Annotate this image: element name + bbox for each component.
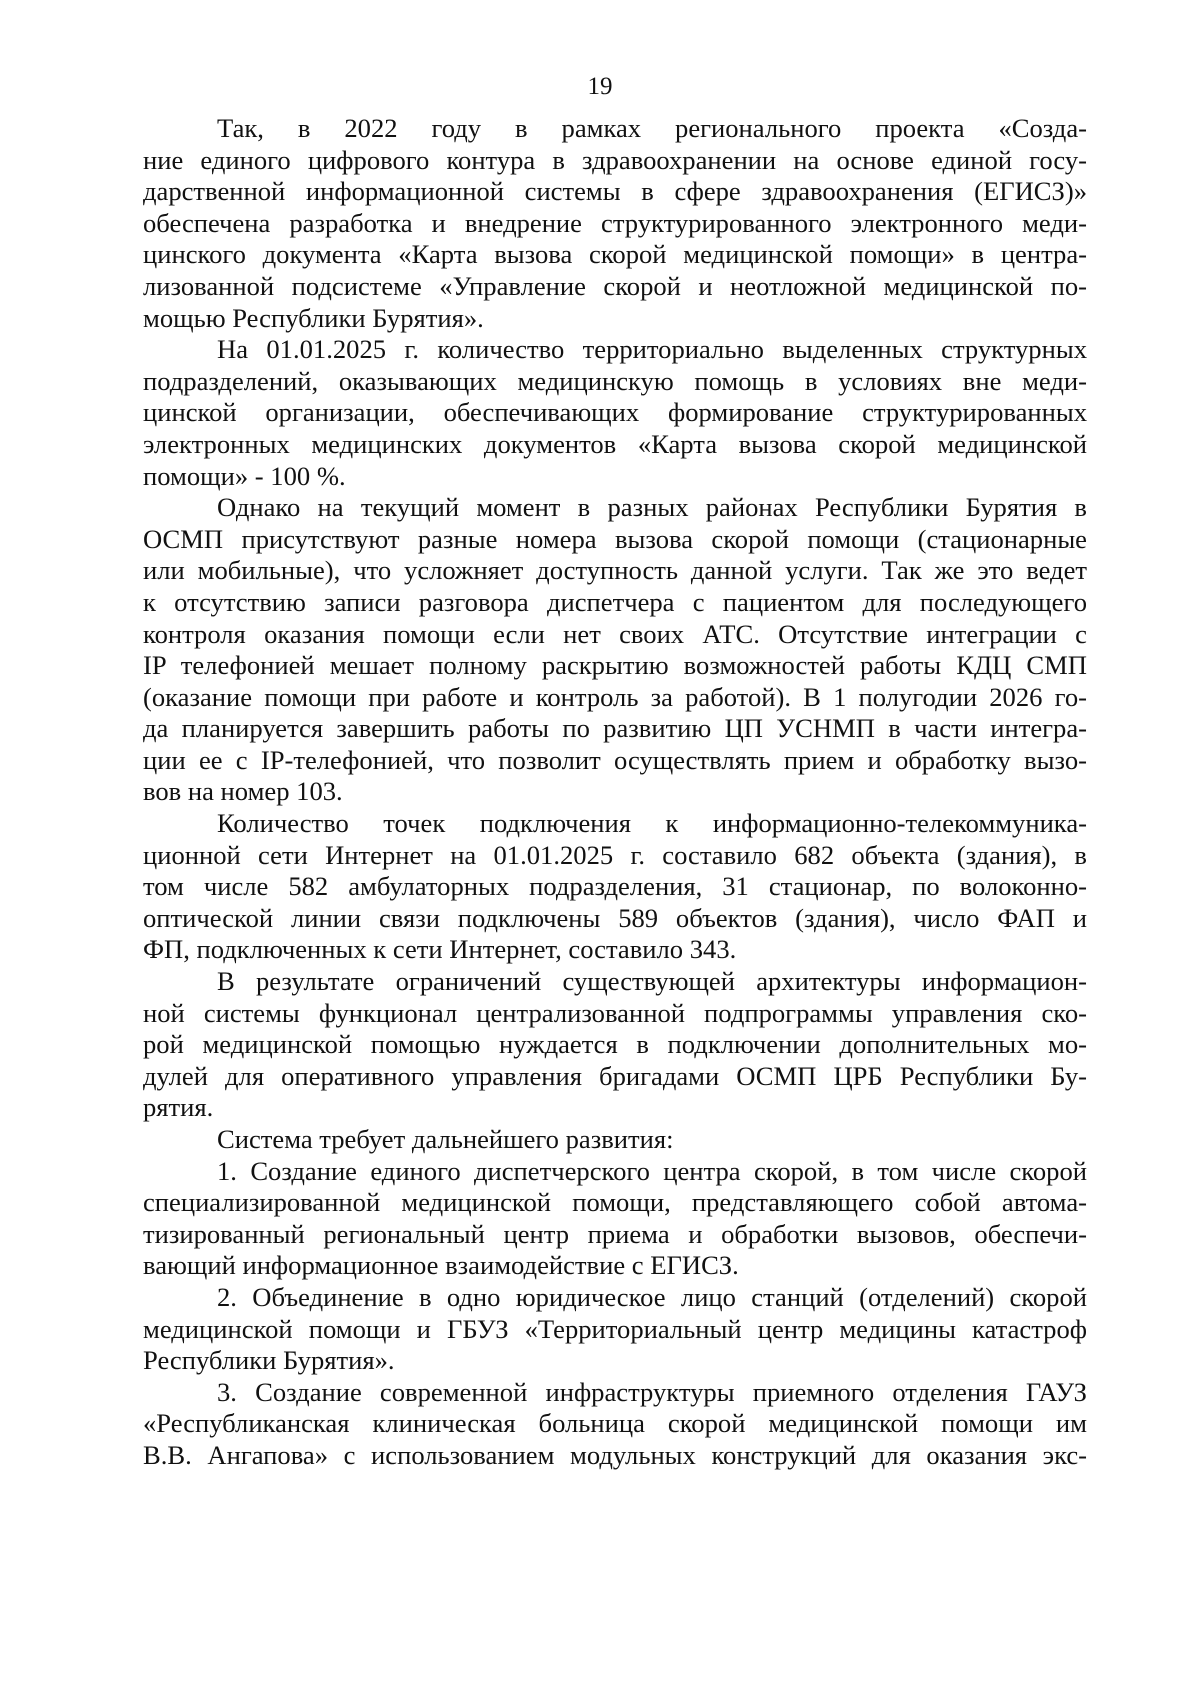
text-line: электронных медицинских документов «Карта вызова скорой медицинской <box>143 428 1087 459</box>
text-line: На 01.01.2025 г. количество территориально выделенных структурных <box>217 334 1087 365</box>
text-line: к отсутствию записи разговора диспетчера с пациентом для последующего <box>143 586 1087 617</box>
text-line: или мобильные), что усложняет доступность данной услуги. Так же это ведет <box>143 555 1087 586</box>
text-line: IP телефонией мешает полному раскрытию возможностей работы КДЦ СМП <box>143 650 1087 681</box>
text-line: вающий информационное взаимодействие с ЕГИСЗ. <box>143 1250 739 1281</box>
text-line: 1. Создание единого диспетчерского центра скорой, в том числе скорой <box>217 1155 1087 1186</box>
text-line: цинского документа «Карта вызова скорой медицинской помощи» в центра- <box>143 239 1087 270</box>
text-line: медицинской помощи и ГБУЗ «Территориальный центр медицины катастроф <box>143 1313 1087 1344</box>
page-number: 19 <box>587 73 613 100</box>
text-line: В.В. Ангапова» с использованием модульных конструкций для оказания экс- <box>143 1439 1087 1470</box>
text-line: ционной сети Интернет на 01.01.2025 г. составило 682 объекта (здания), в <box>143 839 1087 870</box>
text-line: подразделений, оказывающих медицинскую помощь в условиях вне меди- <box>143 365 1087 396</box>
text-line: дарственной информационной системы в сфере здравоохранения (ЕГИСЗ)» <box>143 176 1087 207</box>
text-line: Так, в 2022 году в рамках регионального проекта «Созда- <box>217 113 1087 143</box>
text-line: ции ее с IP-телефонией, что позволит осуществлять прием и обработку вызо- <box>143 744 1087 775</box>
text-line: контроля оказания помощи если нет своих АТС. Отсутствие интеграции с <box>143 618 1087 649</box>
text-line: тизированный региональный центр приема и обработки вызовов, обеспечи- <box>143 1218 1087 1249</box>
text-line: (оказание помощи при работе и контроль за работой). В 1 полугодии 2026 го- <box>143 681 1087 712</box>
text-line: ние единого цифрового контура в здравоохранении на основе единой госу- <box>143 144 1087 175</box>
text-line: да планируется завершить работы по развитию ЦП УСНМП в части интегра- <box>143 713 1087 744</box>
list-item-dispatch-center <box>143 1156 1087 1282</box>
list-item-admission-infrastructure <box>143 1377 1087 1472</box>
paragraph-architecture-limits <box>143 966 1087 1124</box>
paragraph-internet-connections <box>143 808 1087 966</box>
text-line: мощью Республики Бурятия». <box>143 302 484 333</box>
text-line: ОСМП присутствуют разные номера вызова скорой помощи (стационарные <box>143 523 1087 554</box>
text-line: ной системы функционал централизованной подпрограммы управления ско- <box>143 997 1087 1028</box>
text-line: вов на номер 103. <box>143 776 343 807</box>
text-line: Республики Бурятия». <box>143 1345 395 1376</box>
text-line: цинской организации, обеспечивающих формирование структурированных <box>143 397 1087 428</box>
paragraph-structural-units <box>143 334 1087 492</box>
text-line: рой медицинской помощью нуждается в подключении дополнительных мо- <box>143 1029 1087 1060</box>
text-line: Однако на текущий момент в разных районах Республики Бурятия в <box>217 492 1087 523</box>
text-line: оптической линии связи подключены 589 объектов (здания), число ФАП и <box>143 902 1087 933</box>
document-body <box>143 113 1087 1472</box>
text-line: лизованной подсистеме «Управление скорой и неотложной медицинской по- <box>143 270 1087 301</box>
text-line: Система требует дальнейшего развития: <box>217 1124 674 1154</box>
text-line: «Республиканская клиническая больница скорой медицинской помощи им <box>143 1408 1087 1439</box>
text-line: 2. Объединение в одно юридическое лицо станций (отделений) скорой <box>217 1281 1087 1312</box>
paragraph-development-intro <box>143 1124 1087 1156</box>
text-line: дулей для оперативного управления бригадами ОСМП ЦРБ Республики Бу- <box>143 1060 1087 1091</box>
text-line: рятия. <box>143 1092 214 1123</box>
paragraph-egisz-project <box>143 113 1087 334</box>
text-line: 3. Создание современной инфраструктуры приемного отделения ГАУЗ <box>217 1376 1087 1407</box>
paragraph-call-numbers <box>143 492 1087 808</box>
text-line: том числе 582 амбулаторных подразделения, 31 стационар, по волоконно- <box>143 871 1087 902</box>
text-line: помощи» - 100 %. <box>143 460 346 491</box>
text-line: ФП, подключенных к сети Интернет, составило 343. <box>143 934 737 965</box>
text-line: обеспечена разработка и внедрение структурированного электронного меди- <box>143 207 1087 238</box>
text-line: специализированной медицинской помощи, представляющего собой автома- <box>143 1187 1087 1218</box>
text-line: В результате ограничений существующей архитектуры информацион- <box>217 966 1087 997</box>
text-line: Количество точек подключения к информационно-телекоммуника- <box>217 808 1087 839</box>
list-item-legal-entity-merge <box>143 1282 1087 1377</box>
